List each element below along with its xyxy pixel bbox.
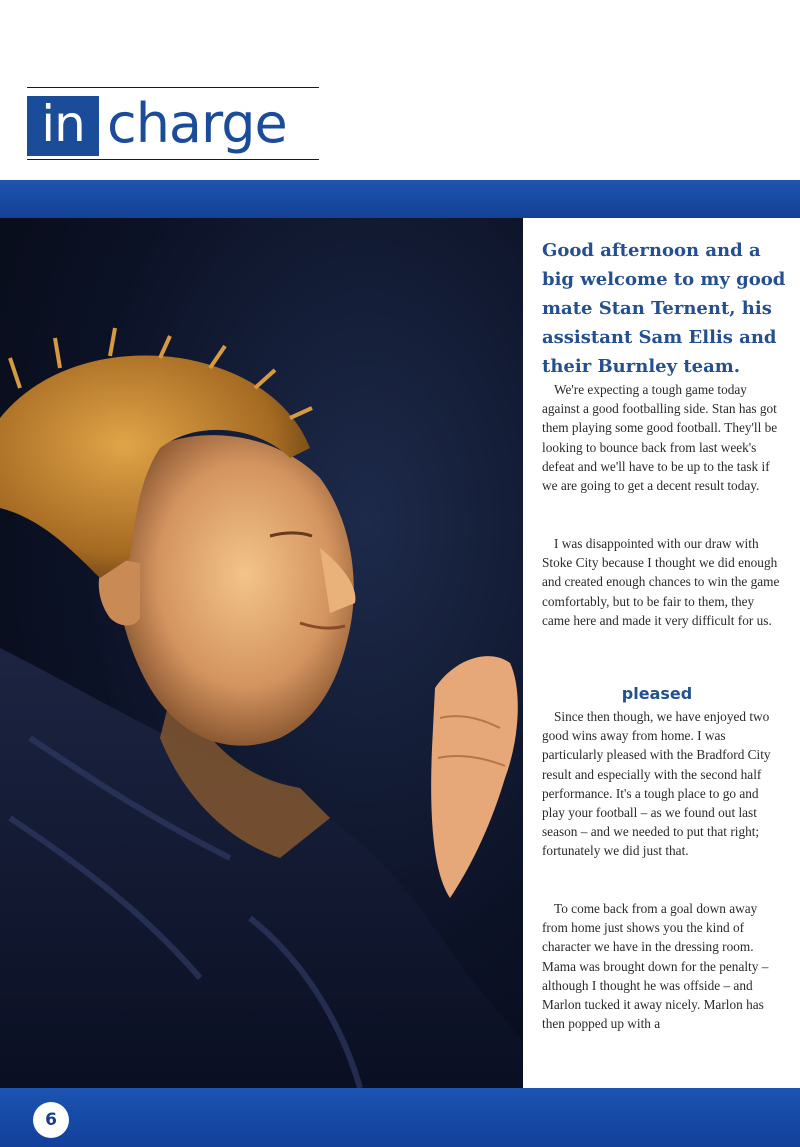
logo-word: charge [107,92,287,155]
bottom-blue-band [0,1088,800,1147]
manager-illustration [0,218,523,1088]
article-paragraph-4: To come back from a goal down away from home just shows you the kind of character we have in the dressing room. Mama was brought down for the penalty – although I thought he was offside – and Marlon tucked it away nicely. Marlon has then popped up with a [542,901,769,1032]
header-rule-top [27,87,319,88]
logo-box: in [27,96,99,156]
article-intro: Good afternoon and a big welcome to my good mate Stan Ternent, his assistant Sam Ellis and their Burnley team. [542,240,786,377]
manager-photo [0,218,523,1088]
header-rule-bottom [27,159,319,160]
page-number: 6 [33,1102,69,1138]
article-paragraph-3: Since then though, we have enjoyed two good wins away from home. I was particularly pleased with the Bradford City result and especially with the second half performance. It's a tough place to go and play your football – as we found out last season – and we needed to put that right; fortunately we did just that. [542,709,771,859]
top-blue-band [0,180,800,218]
article-paragraph-1: We're expecting a tough game today against a good footballing side. Stan has got them playing some good football. They'll be looking to bounce back from last week's defeat and we'll have to be up to the task if we are going to get a decent result today. [542,382,778,494]
article-paragraph-2: I was disappointed with our draw with Stoke City because I thought we did enough and created enough chances to win the game comfortably, but to be fair to them, they came here and made it very difficult for us. [542,536,780,628]
article-subhead: pleased [621,684,693,703]
